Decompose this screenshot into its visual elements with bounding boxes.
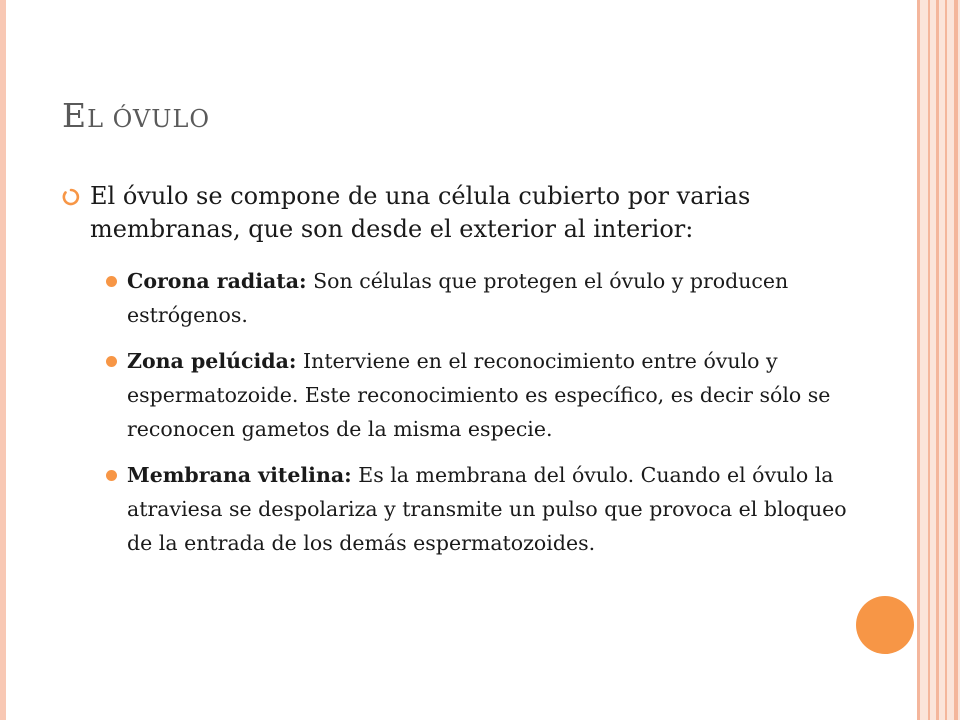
- list-item: [62, 264, 852, 332]
- intro-text: El óvulo se compone de una célula cubierto por varias membranas, que son desde el exterior al interior:: [90, 182, 751, 243]
- stripe: [954, 0, 958, 720]
- dot-bullet-icon: [106, 276, 117, 287]
- intro-bullet: [62, 180, 852, 246]
- stripe: [945, 0, 947, 720]
- item-text: Es la membrana del óvulo. Cuando el óvulo la atraviesa se despolariza y transmite un pulso que provoca el bloqueo de la entrada de los demás espermatozoides.: [127, 463, 847, 555]
- ring-bullet-icon: [62, 188, 80, 206]
- left-border: [0, 0, 6, 720]
- title-rest: L ÓVULO: [87, 105, 211, 133]
- stripe: [917, 0, 920, 720]
- stripe: [928, 0, 930, 720]
- item-term: Corona radiata:: [127, 269, 307, 293]
- dot-bullet-icon: [106, 356, 117, 367]
- item-term: Zona pelúcida:: [127, 349, 297, 373]
- slide-body: [62, 180, 852, 572]
- slide-title: [62, 96, 210, 135]
- item-text: Interviene en el reconocimiento entre óvulo y espermatozoide. Este reconocimiento es específico, es decir sólo se reconocen gametos de la misma especie.: [127, 349, 831, 441]
- right-decorative-stripes: [917, 0, 960, 720]
- dot-bullet-icon: [106, 470, 117, 481]
- item-term: Membrana vitelina:: [127, 463, 352, 487]
- item-text: Son células que protegen el óvulo y producen estrógenos.: [127, 269, 789, 327]
- decorative-circle: [856, 596, 914, 654]
- title-first-letter: E: [62, 96, 88, 135]
- stripe: [936, 0, 939, 720]
- list-item: [62, 344, 852, 446]
- list-item: [62, 458, 852, 560]
